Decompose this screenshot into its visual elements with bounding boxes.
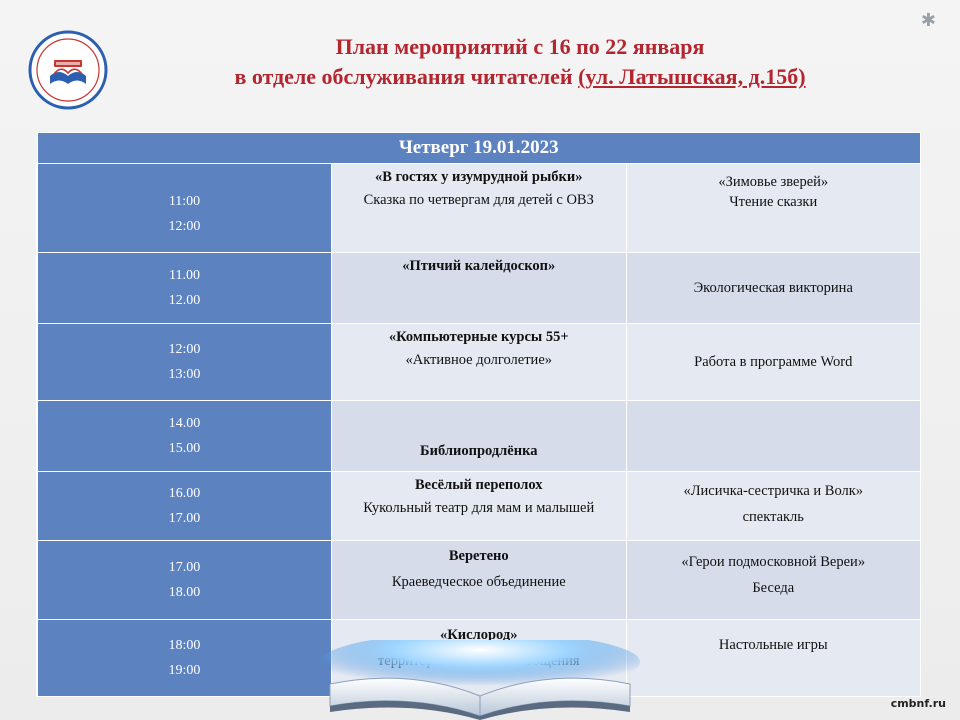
description-line-1: «Зимовье зверей» (718, 174, 829, 190)
day-header: Четверг 19.01.2023 (37, 133, 921, 164)
event-subtitle: Сказка по четвергам для детей с ОВЗ (363, 192, 594, 208)
time-start: 11:00 (168, 194, 201, 209)
time-end: 19:00 (168, 663, 201, 678)
description-cell (626, 253, 921, 324)
page-title (150, 32, 890, 92)
time-cell (37, 401, 332, 472)
description-line-2: Беседа (752, 580, 795, 596)
description-line-1: Работа в программе Word (694, 353, 853, 370)
time-start: 16.00 (168, 486, 201, 501)
time-cell (37, 253, 332, 324)
description-line-1: Настольные игры (718, 637, 828, 653)
event-subtitle: «Активное долголетие» (405, 352, 553, 368)
time-cell (37, 472, 332, 541)
time-start: 11.00 (169, 268, 200, 283)
event-title: «Кислород» (440, 627, 518, 643)
time-cell (37, 164, 332, 253)
event-cell (332, 401, 627, 472)
description-cell (626, 324, 921, 401)
description-line-2: Чтение сказки (729, 194, 818, 210)
table-row (37, 253, 921, 324)
description-line-1: «Герои подмосковной Вереи» (681, 554, 866, 570)
description-cell (626, 620, 921, 697)
time-cell (37, 541, 332, 620)
time-end: 12.00 (168, 293, 201, 308)
event-title: Весёлый переполох (414, 477, 543, 493)
event-cell (332, 324, 627, 401)
time-end: 18.00 (168, 585, 201, 600)
event-title: Библиопродлёнка (420, 443, 538, 459)
event-cell (332, 253, 627, 324)
time-start: 17.00 (168, 560, 201, 575)
description-cell (626, 541, 921, 620)
event-title: Веретено (448, 548, 509, 564)
time-start: 12:00 (168, 342, 201, 357)
description-cell (626, 472, 921, 541)
event-cell (332, 541, 627, 620)
time-start: 18:00 (168, 638, 201, 653)
event-title: «Компьютерные курсы 55+ (388, 329, 569, 345)
event-subtitle: Краеведческое объединение (391, 574, 566, 590)
table-row (37, 472, 921, 541)
star-icon: ✱ (920, 10, 936, 30)
time-end: 17.00 (168, 511, 201, 526)
event-cell (332, 472, 627, 541)
time-end: 13:00 (168, 367, 201, 382)
title-line-1: План мероприятий с 16 по 22 января (335, 34, 705, 59)
time-end: 15.00 (168, 441, 201, 456)
event-title: «В гостях у изумрудной рыбки» (374, 169, 583, 185)
open-book-icon (300, 640, 660, 720)
table-row (37, 541, 921, 620)
time-cell (37, 324, 332, 401)
event-title: «Птичий калейдоскоп» (402, 258, 556, 274)
table-row (37, 164, 921, 253)
time-start: 14.00 (168, 416, 201, 431)
title-address: (ул. Латышская, д.15б) (578, 64, 806, 89)
time-cell (37, 620, 332, 697)
description-line-1: «Лисичка-сестричка и Волк» (683, 483, 864, 499)
schedule-table (36, 132, 921, 697)
description-cell (626, 401, 921, 472)
site-watermark: cmbnf.ru (890, 697, 946, 710)
event-subtitle: Кукольный театр для мам и малышей (363, 500, 595, 516)
day-header-row (37, 133, 921, 164)
description-cell (626, 164, 921, 253)
description-line-1: Экологическая викторина (693, 279, 853, 296)
event-cell (332, 164, 627, 253)
table-row (37, 324, 921, 401)
description-line-2: спектакль (742, 509, 804, 525)
library-logo-icon (28, 30, 108, 110)
time-end: 12:00 (168, 219, 201, 234)
title-line-2-text: в отделе обслуживания читателей (234, 64, 579, 89)
table-row (37, 401, 921, 472)
title-line-2 (150, 62, 890, 92)
